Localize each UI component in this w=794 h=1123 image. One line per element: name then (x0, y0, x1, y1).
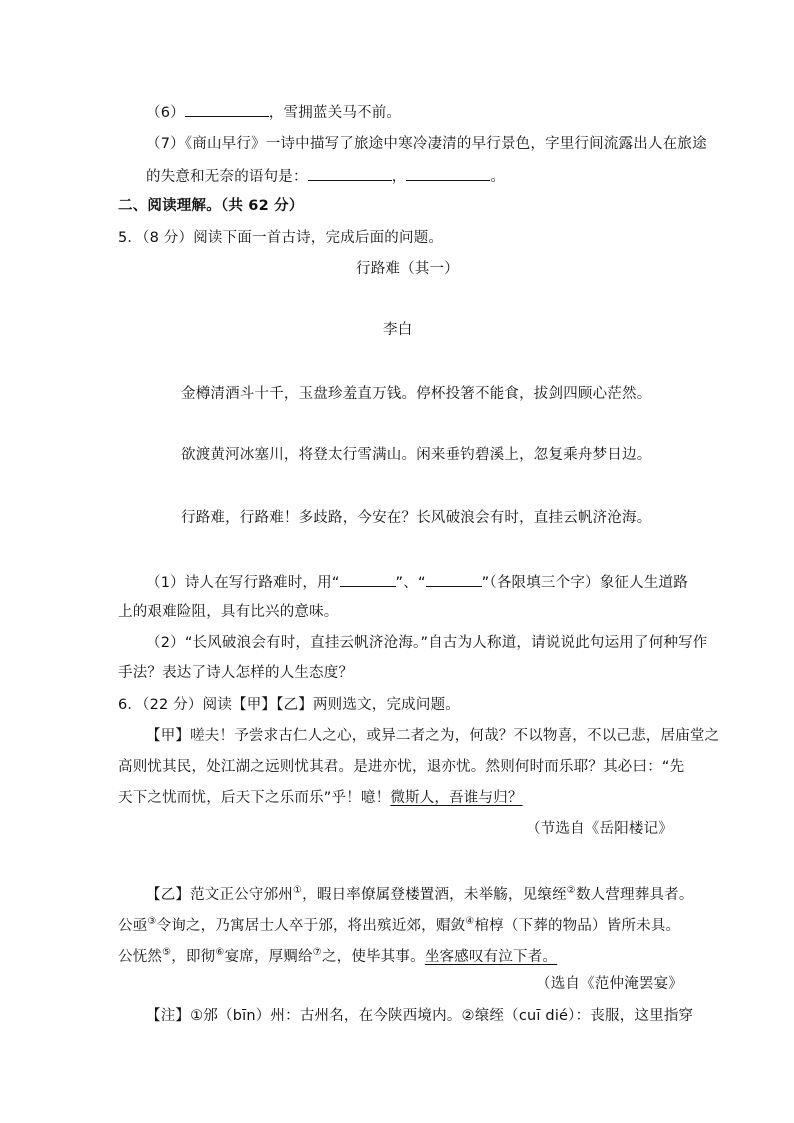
q6-intro: 6．（22 分）阅读【甲】【乙】两则选文，完成问题。 (118, 697, 460, 713)
underlined-sentence: 微斯人，吾谁与归？ (390, 790, 523, 806)
q4-line6 (146, 102, 401, 123)
note-marker: ① (293, 885, 303, 896)
answer-blank[interactable] (185, 102, 269, 117)
q5-intro: 5．（8 分）阅读下面一首古诗，完成后面的问题。 (118, 230, 444, 246)
q4-line7b (146, 166, 505, 187)
q5-sub1-text: ”（各限填三个字）象征人生道路 (481, 575, 688, 591)
passage-yi-text: 宴席，厚赒给 (224, 949, 313, 965)
answer-blank[interactable] (340, 572, 396, 587)
passage-jia-line: 高则忧其民，处江湖之远则忧其君。是进亦忧，退亦忧。然则何时而乐耶？其必曰：“先 (118, 759, 685, 775)
passage-yi-text: 棺椁（下葬的物品）皆所未具。 (474, 918, 681, 934)
q5-sub1-line1 (146, 572, 688, 593)
passage-yi-source: （选自《范仲淹罢宴》 (536, 976, 683, 992)
passage-yi-text: 之，使毕其事。 (321, 949, 425, 965)
passage-yi-text: 【乙】范文正公守邠州 (146, 887, 293, 903)
passage-yi-line (118, 943, 557, 967)
passage-jia-source: （节选自《岳阳楼记》 (526, 821, 673, 837)
passage-yi-text: 公怃然 (118, 949, 163, 965)
answer-blank[interactable] (426, 572, 482, 587)
passage-jia-text: 天下之忧而忧，后天下之乐而乐”乎！噫！ (118, 790, 391, 806)
note-marker: ⑥ (215, 947, 225, 958)
q4-line7a: （7）《商山早行》一诗中描写了旅途中寒冷凄清的早行景色，字里行间流露出人在旅途 (146, 136, 707, 152)
section-heading: 二、阅读理解。（共 62 分） (118, 198, 304, 214)
poem-author: 李白 (383, 322, 413, 338)
poem-line: 欲渡黄河冰塞川，将登太行雪满山。闲来垂钓碧溪上，忽复乘舟梦日边。 (181, 447, 652, 463)
note-marker: ④ (465, 916, 475, 927)
passage-yi-text: 数人营理葬具者。 (575, 887, 694, 903)
q5-sub2-line1: （2）“长风破浪会有时，直挂云帆济沧海。”自古为人称道，请说说此句运用了何种写作 (146, 635, 708, 651)
passage-yi-text: ，即彻 (171, 949, 216, 965)
poem-line: 金樽清酒斗十千，玉盘珍羞直万钱。停杯投箸不能食，拔剑四顾心茫然。 (181, 386, 652, 402)
q5-sub1-line2: 上的艰难险阻，具有比兴的意味。 (118, 604, 339, 620)
passage-yi-text: 公亟 (118, 918, 148, 934)
passage-yi-text: ，暇日率僚属登楼置酒，未举觞，见缞绖 (302, 887, 567, 903)
q5-sub2-line2: 手法？表达了诗人怎样的人生态度？ (118, 665, 354, 681)
q4-line7b-end: 。 (490, 169, 506, 185)
passage-yi-line (146, 881, 694, 905)
notes-line: 【注】①邠（bīn）州：古州名，在今陕西境内。②缞绖（cuī dié）：丧服，这里指穿 (146, 1008, 694, 1024)
note-marker: ⑦ (312, 947, 322, 958)
q4-line7b-comma: ， (391, 169, 407, 185)
passage-yi-text: 令询之，乃寓居士人卒于邠，将出殡近郊，赗敛 (156, 918, 466, 934)
answer-blank[interactable] (406, 166, 490, 181)
q5-sub1-text: ”、“ (395, 575, 426, 591)
answer-blank[interactable] (308, 166, 392, 181)
passage-jia-line: 【甲】嗟夫！予尝求古仁人之心，或异二者之为，何哉？不以物喜，不以己悲，居庙堂之 (146, 728, 720, 744)
passage-yi-line (118, 912, 680, 936)
passage-jia-line (118, 788, 523, 808)
poem-title: 行路难（其一） (356, 261, 459, 277)
q4-line7b-prefix: 的失意和无奈的语句是： (146, 169, 308, 185)
q5-sub1-text: （1）诗人在写行路难时，用“ (146, 575, 340, 591)
note-marker: ③ (147, 916, 157, 927)
q4-line6-prefix: （6） (146, 105, 185, 121)
poem-line: 行路难，行路难！多歧路，今安在？长风破浪会有时，直挂云帆济沧海。 (181, 510, 652, 526)
q4-line6-suffix: ，雪拥蓝关马不前。 (268, 105, 402, 121)
note-marker: ⑤ (162, 947, 172, 958)
underlined-sentence: 坐客感叹有泣下者。 (424, 949, 558, 965)
note-marker: ② (566, 885, 576, 896)
